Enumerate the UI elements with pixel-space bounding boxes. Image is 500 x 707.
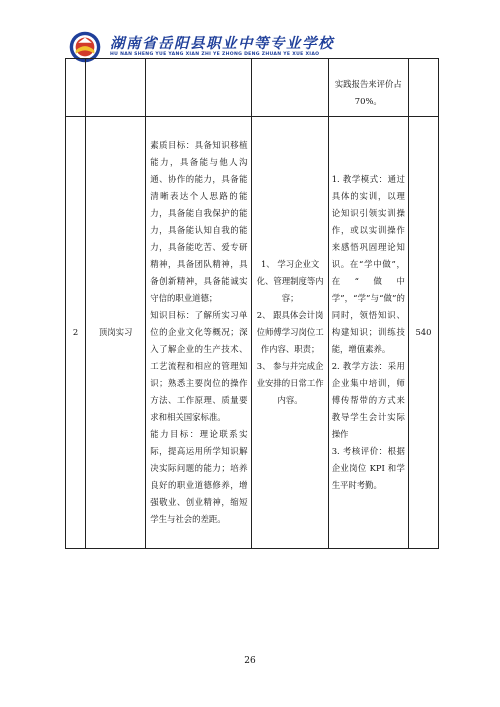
page-number: 26 <box>244 656 256 666</box>
course-name: 顶岗实习 <box>98 327 133 337</box>
content-item-3: 3、 参与并完成企业安排的日常工作内容。 <box>256 361 324 405</box>
school-name-cn: 湖南省岳阳县职业中等专业学校 <box>110 35 334 52</box>
curriculum-table <box>65 58 439 549</box>
hours-value: 540 <box>415 327 432 337</box>
prev-course-cell <box>86 59 146 117</box>
prev-content-cell <box>252 59 328 117</box>
table-row <box>66 117 439 549</box>
prev-no-cell <box>66 59 86 117</box>
prev-hours-cell <box>408 59 438 117</box>
school-name-en: HU NAN SHENG YUE YANG XIAN ZHI YE ZHONG DENG ZHUAN YE XUE XIAO <box>110 52 320 57</box>
quality-objective: 素质目标：具备知识移植能力，具备能与他人沟通、协作的能力，具备能清晰表达个人思路的能力，具备能自我保护的能力，具备能认知自我的能力，具备能吃苦、爱专研精神，具备团队精神，具备创新精神，具备能诚实守信的职业道德； <box>150 140 248 303</box>
assessment: 3. 考核评价：根据企业岗位 KPI 和学生平时考勤。 <box>331 446 405 490</box>
prev-method-text: 实践报告来评价占 70%。 <box>334 79 402 106</box>
row-no-cell <box>66 117 86 549</box>
content-cell <box>252 117 328 549</box>
content-item-2: 2、 跟具体会计岗位师傅学习岗位工作内容、职责； <box>256 310 324 354</box>
objectives-cell <box>146 117 252 549</box>
row-no: 2 <box>72 327 79 337</box>
teaching-mode: 1. 教学模式：通过具体的实训，以理论知识引领实训操作，或以实训操作来感悟巩固理论知识。在“学中做”，在“做中学”，“学”与“做”的同时，领悟知识、构建知识；训练技能，增值素养。 <box>331 174 405 354</box>
teaching-method: 2. 教学方法：采用企业集中培训，师傅传帮带的方式来教导学生会计实际操作 <box>331 361 405 439</box>
hours-cell <box>408 117 438 549</box>
method-cell <box>328 117 408 549</box>
course-name-cell <box>86 117 146 549</box>
table-row-prev <box>66 59 439 117</box>
prev-method-cell <box>328 59 408 117</box>
content-item-1: 1、 学习企业文化、管理制度等内容； <box>256 259 324 303</box>
prev-goals-cell <box>146 59 252 117</box>
knowledge-objective: 知识目标：了解所实习单位的企业文化等概况；深入了解企业的生产技术、工艺流程和相应的管理知识；熟悉主要岗位的操作方法、工作原理、质量要求和相关国家标准。 <box>150 310 248 422</box>
ability-objective: 能力目标：理论联系实际，提高运用所学知识解决实际问题的能力；培养良好的职业道德修养，增强敬业、创业精神，缩短学生与社会的差距。 <box>150 429 248 524</box>
